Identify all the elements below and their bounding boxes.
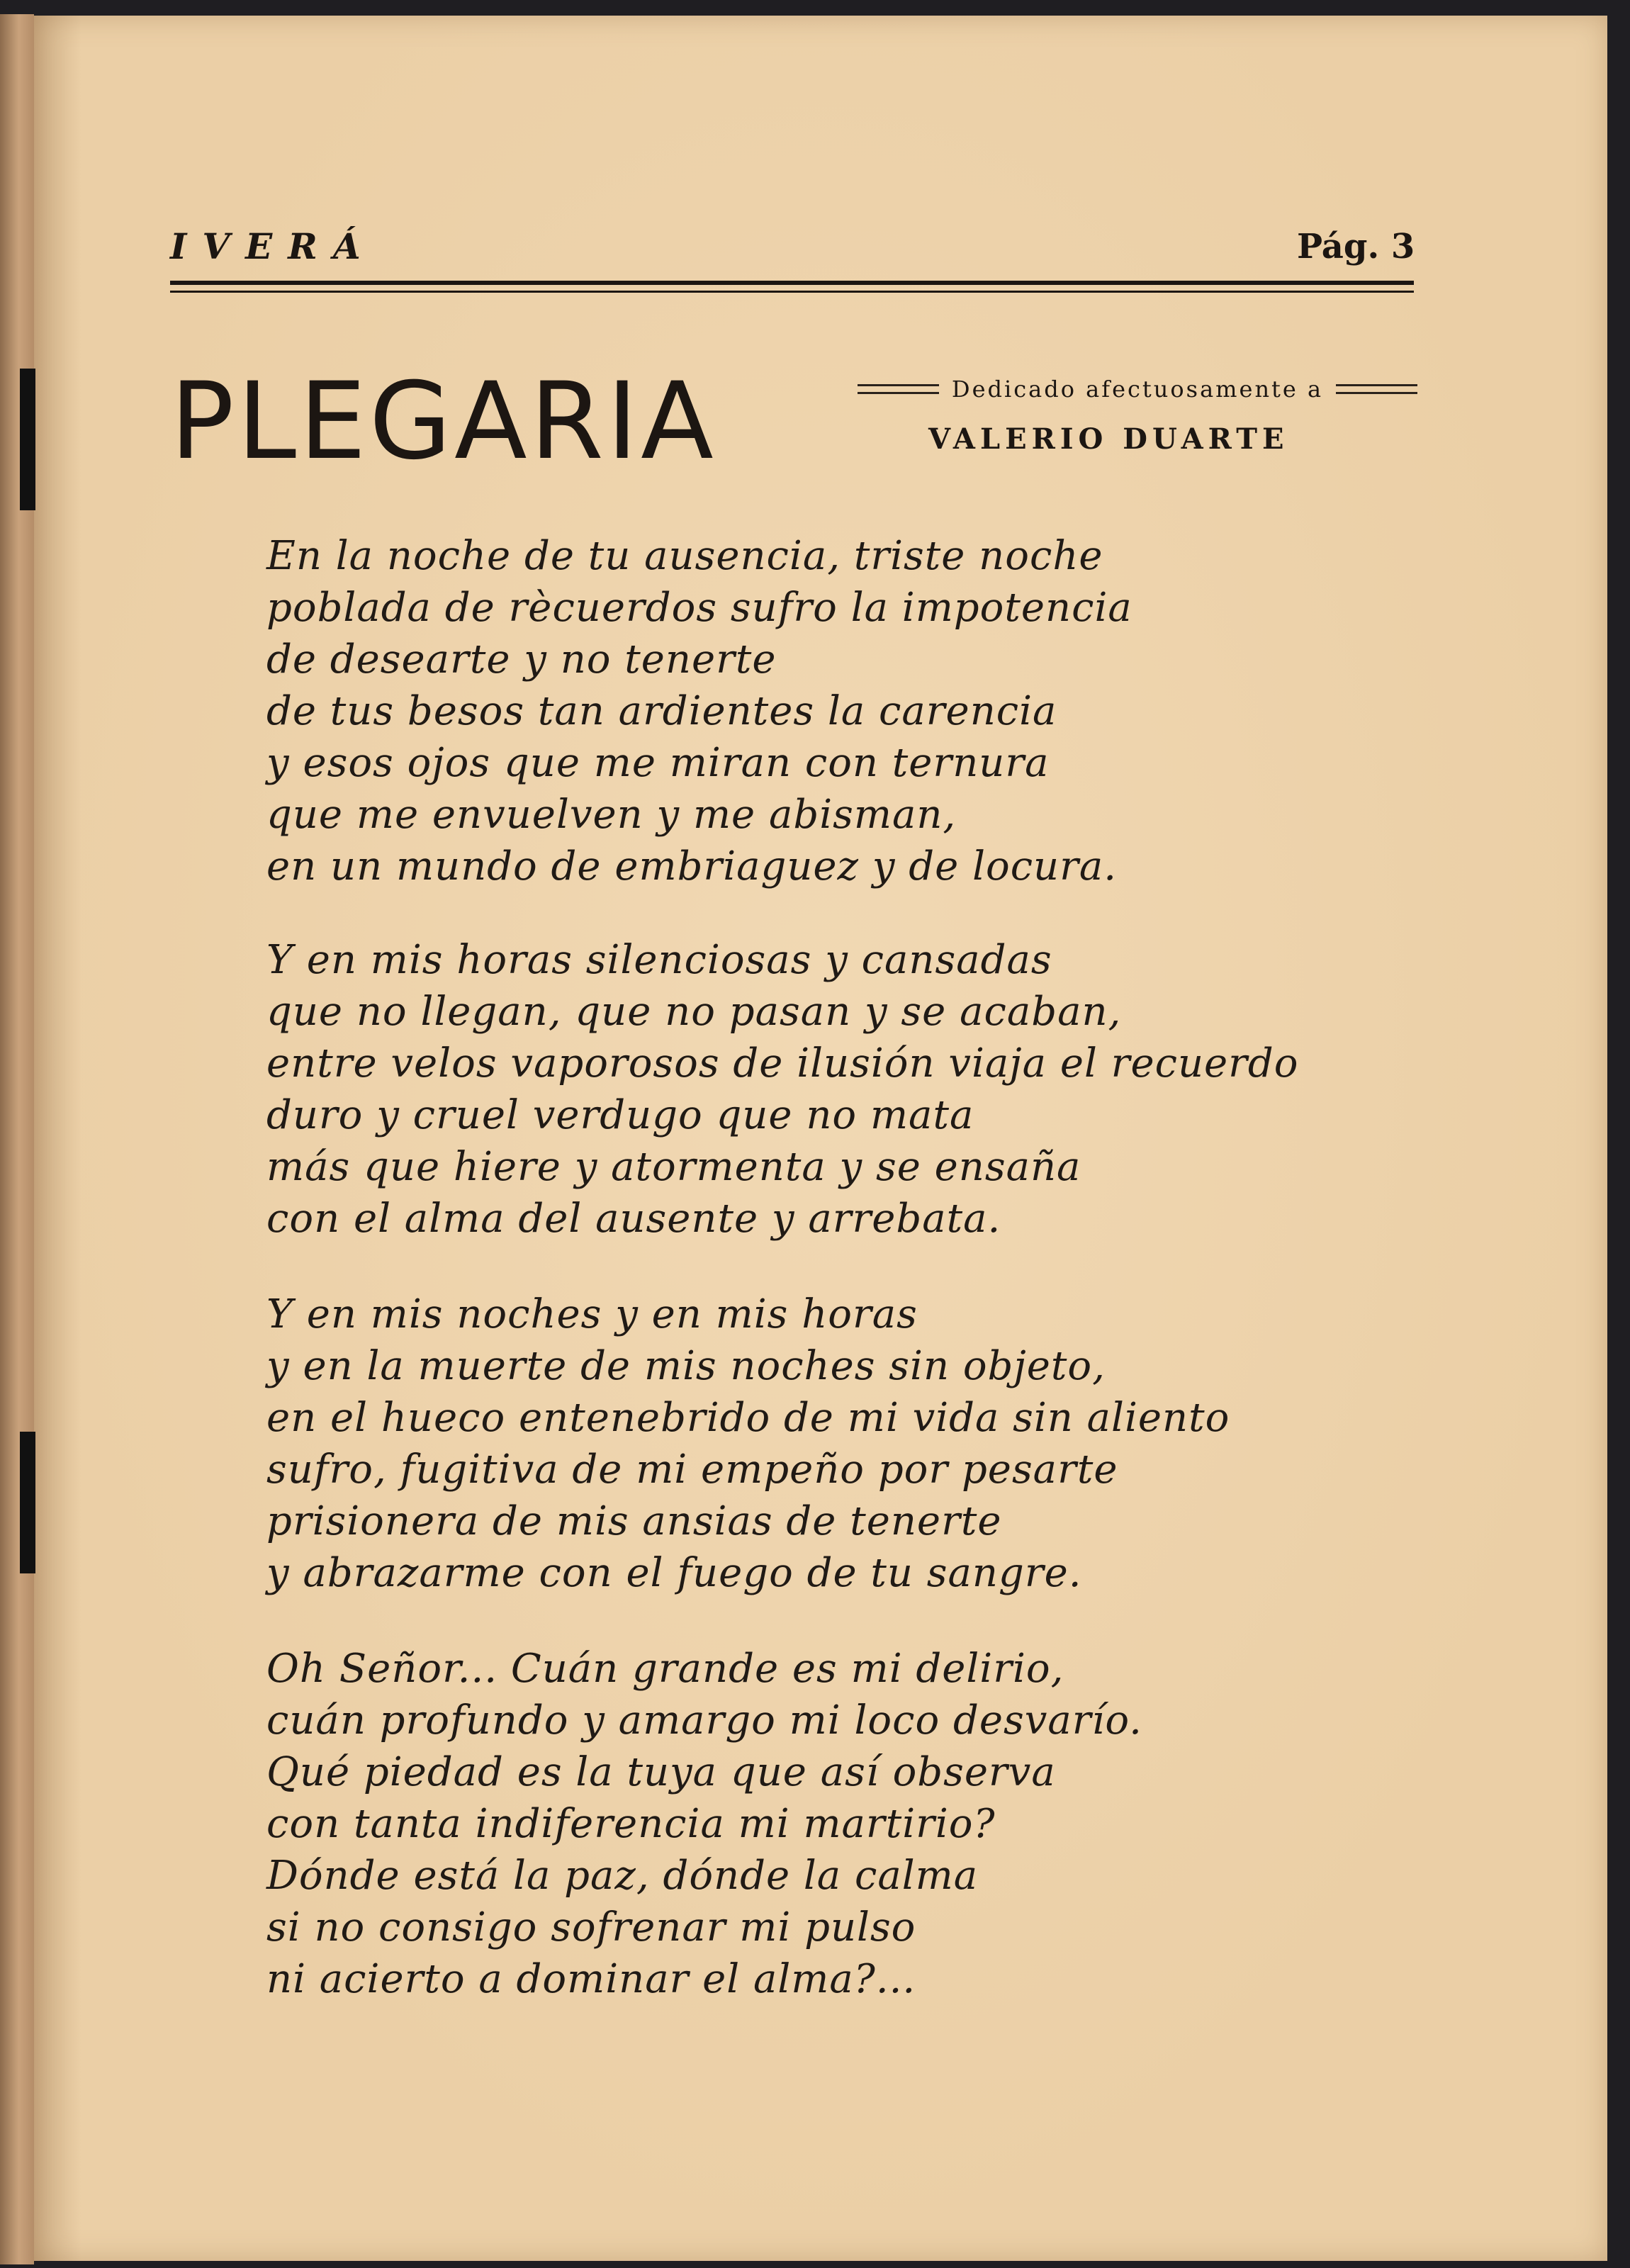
poem-title: PLEGARIA <box>170 360 716 483</box>
facing-page-edge <box>0 14 34 2264</box>
verse-line: y en la muerte de mis noches sin objeto, <box>266 1343 1106 1389</box>
verse-line: cuán profundo y amargo mi loco desvarío. <box>266 1697 1142 1744</box>
binding-mark <box>20 369 35 510</box>
verse-line: que me envuelven y me abisman, <box>266 792 957 838</box>
verse-line: prisionera de mis ansias de tenerte <box>266 1498 1002 1544</box>
header-rule-thin <box>170 291 1414 293</box>
verse-line: ni acierto a dominar el alma?... <box>266 1956 916 2002</box>
verse-line: de desearte y no tenerte <box>266 636 777 683</box>
verse-line: en un mundo de embriaguez y de locura. <box>266 843 1118 889</box>
dedication-rule-right <box>1336 384 1417 394</box>
verse-line: si no consigo sofrenar mi pulso <box>266 1904 916 1950</box>
verse-line: en el hueco entenebrido de mi vida sin aliento <box>266 1395 1230 1441</box>
verse-line: Oh Señor... Cuán grande es mi delirio, <box>266 1646 1064 1692</box>
verse-line: sufro, fugitiva de mi empeño por pesarte <box>266 1447 1118 1493</box>
verse-line: Y en mis noches y en mis horas <box>266 1291 918 1337</box>
verse-line: Dónde está la paz, dónde la calma <box>266 1853 979 1899</box>
header-rule-thick <box>170 281 1414 285</box>
stanza-4 <box>266 1643 1142 2005</box>
verse-line: con el alma del ausente y arrebata. <box>266 1196 1001 1242</box>
verse-line: y esos ojos que me miran con ternura <box>266 740 1050 786</box>
dedicatee-name: VALERIO DUARTE <box>928 422 1289 456</box>
dedication-text: Dedicado afectuosamente a <box>951 376 1324 403</box>
verse-line: Y en mis horas silenciosas y cansadas <box>266 937 1052 983</box>
dedication-rule-left <box>858 384 939 394</box>
stanza-1 <box>266 530 1132 892</box>
verse-line: y abrazarme con el fuego de tu sangre. <box>266 1550 1082 1596</box>
stanza-2 <box>266 934 1298 1245</box>
page-number: Pág. 3 <box>1297 227 1415 266</box>
stanza-3 <box>266 1289 1230 1599</box>
verse-line: Qué piedad es la tuya que así observa <box>266 1749 1056 1795</box>
verse-line: entre velos vaporosos de ilusión viaja el recuerdo <box>266 1040 1299 1087</box>
verse-line: duro y cruel verdugo que no mata <box>266 1092 974 1138</box>
verse-line: de tus besos tan ardientes la carencia <box>266 688 1057 734</box>
running-head-title: IVERÁ <box>170 225 376 267</box>
verse-line: En la noche de tu ausencia, triste noche <box>266 533 1103 579</box>
verse-line: con tanta indiferencia mi martirio? <box>266 1801 996 1847</box>
verse-line: poblada de rècuerdos sufro la impotencia <box>266 585 1132 631</box>
binding-mark <box>20 1432 35 1573</box>
verse-line: que no llegan, que no pasan y se acaban, <box>266 989 1122 1035</box>
dedication-line <box>858 376 1417 403</box>
verse-line: más que hiere y atormenta y se ensaña <box>266 1144 1081 1190</box>
